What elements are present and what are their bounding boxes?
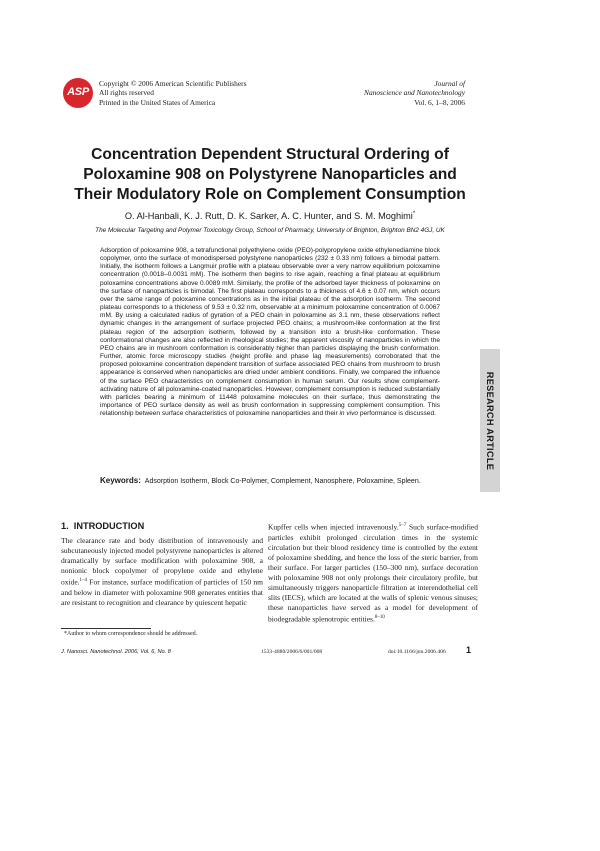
section-heading xyxy=(61,521,144,531)
author-names: O. Al-Hanbali, K. J. Rutt, D. K. Sarker, A. C. Hunter, and S. M. Moghimi xyxy=(124,211,413,222)
intro-left-column xyxy=(61,536,263,608)
keywords-list: Adsorption Isotherm, Block Co-Polymer, Complement, Nanosphere, Poloxamine, Spleen. xyxy=(144,478,421,485)
journal-block xyxy=(364,79,465,107)
corresponding-author-mark: * xyxy=(412,211,416,217)
intro-left-cite1: 1–4 xyxy=(79,578,88,584)
affiliation: The Molecular Targeting and Polymer Toxicology Group, School of Pharmacy, University of Brighton, Brighton BN2 4GJ, UK xyxy=(95,227,445,234)
author-list xyxy=(70,211,470,221)
article-title: Concentration Dependent Structural Ordering of Poloxamine 908 on Polystyrene Nanoparticles and Their Modulatory Role on Complement Consumption xyxy=(74,146,466,203)
intro-right-p2: Such surface-modified particles exhibit prolonged circulation times in the systemic circulation but their blood residency time is controlled by the extent of poloxamine shedding, and hence the loss of the steric barrier, from their surface. For larger particles (150–300 nm), surface decoration with poloxamine 908 not only prolongs their circulatory profile, but simultaneously triggers nanoparticle filtration at interendothelial cell slits (IECS), which are located at the walls of splenic venous sinuses; these nanoparticles have served as a model for development of biodegradable splenotropic entities. xyxy=(268,522,479,624)
abstract-end: performance is discussed. xyxy=(358,410,436,418)
copyright-line: Copyright © 2006 American Scientific Publishers xyxy=(99,79,247,88)
research-article-tab xyxy=(480,349,500,492)
copyright-block xyxy=(99,79,246,107)
intro-right-cite1: 5–7 xyxy=(398,523,407,528)
abstract-italic: in vivo xyxy=(339,410,359,418)
intro-right-cite2: 8–10 xyxy=(374,615,385,621)
intro-right-column xyxy=(268,521,478,625)
research-article-label: RESEARCH ARTICLE xyxy=(485,371,495,470)
section-number: 1. xyxy=(61,521,69,531)
section-title: INTRODUCTION xyxy=(73,521,145,531)
footnote: *Author to whom correspondence should be addressed. xyxy=(64,631,198,637)
footer-doi: doi:10.1166/jnn.2006.406 xyxy=(388,649,446,655)
abstract xyxy=(100,247,440,418)
footer-issn: 1533-4880/2006/6/001/008 xyxy=(261,649,323,655)
keywords xyxy=(100,477,440,487)
page-number: 1 xyxy=(466,645,472,655)
footer-journal: J. Nanosci. Nanotechnol. 2006, Vol. 6, No. 8 xyxy=(61,649,171,655)
intro-right-p1: Kupffer cells when injected intravenously. xyxy=(268,522,399,532)
printed-line: Printed in the United States of America xyxy=(99,97,216,107)
journal-line-1: Journal of xyxy=(434,79,465,88)
intro-left-p2: For instance, surface modification of particles of 150 nm and below in diameter with poloxamine 908 generates entities that are resistant to recognition and clearance by quiescent hepatic xyxy=(61,577,263,608)
journal-line-2: Nanoscience and Nanotechnology xyxy=(364,88,465,98)
journal-volume: Vol. 6, 1–8, 2006 xyxy=(414,97,465,107)
keywords-label: Keywords: xyxy=(100,476,141,485)
publisher-logo xyxy=(63,78,93,108)
rights-line: All rights reserved xyxy=(99,88,155,98)
footnote-rule xyxy=(61,628,151,629)
intro-left-p1: The clearance rate and body distribution of intravenously and subcutaneously injected model polystyrene nanoparticles is altered dramatically by surface modification with poloxamine 908, a nonionic block copolymer of propylene oxide and ethylene oxide. xyxy=(61,536,263,587)
publisher-logo-text: ASP xyxy=(67,86,89,98)
abstract-text: Adsorption of poloxamine 908, a tetrafunctional polyethylene oxide (PEO)-polypropylene oxide ethylenediamine block copolymer, onto the surface of monodispersed polystyrene nanoparticles (232 ± 0.33 nm) follows a bimodal pattern. Initially, the isotherm follows a Langmuir profile with a plateau observable over a very narrow equilibrium poloxamine concentration (0.0018–0.0031 mM). The isotherm then begins to rise again, reaching a final plateau at equilibrium poloxamine concentrations above 0.0089 mM. Similarly, the profile of the adsorbed layer thickness of poloxamine on the surface of nanoparticles is bimodal. The first plateau corresponds to a thickness of 4.6 ± 0.07 nm, which occurs over the same range of poloxamine concentrations as in the initial plateau of the adsorption isotherm. The second plateau corresponds to a thickness of 9.53 ± 0.32 nm, observable at a minimum poloxamine concentration of 0.0067 mM. By using a calculated radius of gyration of a PEO chain in poloxamine as 3.1 nm, these observations reflect dynamic changes in the arrangement of surface projected PEO chains; a mushroom-like conformation at the first plateau region of the adsorption isotherm, followed by a transition into a brush-like conformation. These conformational changes are also reflected in rheological studies; the apparent viscosity of nanoparticles in which the PEO chains are in mushroom conformation is considerably higher than particles displaying the brush conformation. Further, atomic force microscopy studies (height profile and phase lag measurements) corroborated that the proposed poloxamine concentration dependent transition of surface associated PEO chains from mushroom to brush appearance is conserved when nanoparticles are dried under ambient conditions. Finally, we compared the influence of the surface PEO characteristics on complement consumption in human serum. Our results show complement-activating nature of all poloxamine-coated nanoparticles. However, complement consumption is reduced substantially with particles bearing a minimum of 11448 poloxamine molecules on their surface, thus demonstrating the importance of PEO surface density as well as brush conformation in suppressing complement consumption. This relationship between surface characteristics of poloxamine nanoparticles and their xyxy=(100,247,440,418)
